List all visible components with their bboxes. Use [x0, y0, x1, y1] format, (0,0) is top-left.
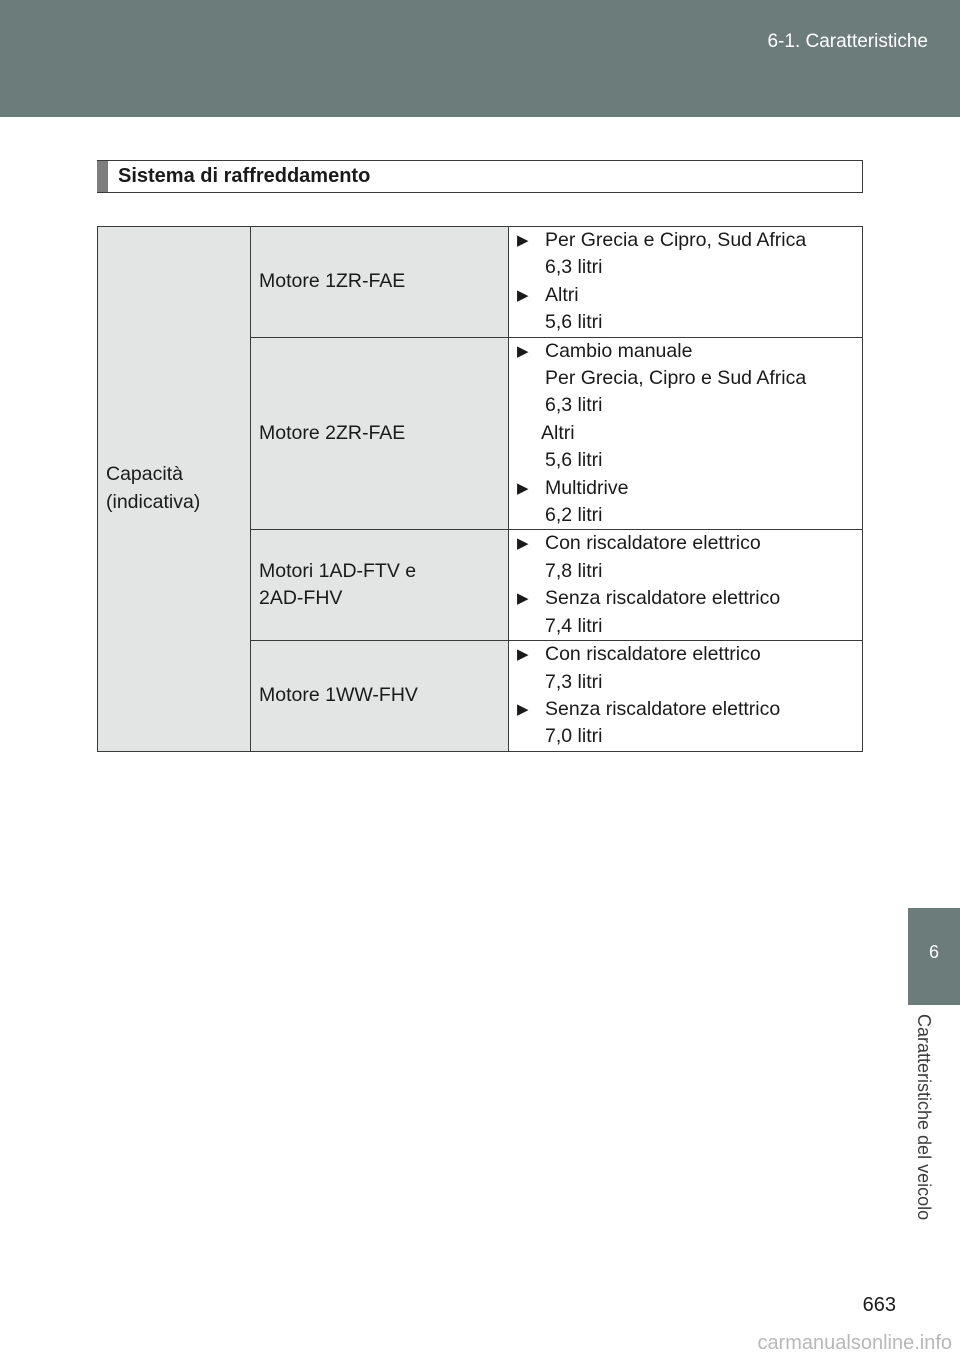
- triangle-bullet-icon: ▶: [517, 590, 529, 608]
- table-body: [98, 227, 863, 752]
- table-row: [98, 227, 863, 338]
- value-text: 7,8 litri: [545, 559, 603, 582]
- engine-cell: [251, 641, 509, 752]
- value-text: Senza riscaldatore elettrico: [545, 587, 781, 610]
- coolant-capacity-table: [97, 226, 863, 752]
- triangle-bullet-icon: ▶: [517, 479, 529, 497]
- chapter-side-label-wrap: [908, 1014, 960, 1258]
- capacity-values-cell: [509, 227, 863, 338]
- value-text: Multidrive: [545, 476, 629, 499]
- section-title: Sistema di raffreddamento: [118, 165, 371, 187]
- value-line: [517, 558, 854, 585]
- triangle-bullet-icon: ▶: [517, 342, 529, 360]
- value-text: Altri: [541, 421, 575, 444]
- value-text: 7,4 litri: [545, 614, 603, 637]
- engine-name: Motori 1AD-FTV e: [259, 559, 417, 582]
- chapter-number: 6: [928, 942, 939, 962]
- triangle-bullet-icon: ▶: [517, 286, 529, 304]
- engine-name: Motore 1ZR-FAE: [259, 270, 406, 293]
- engine-cell: [251, 530, 509, 641]
- value-text: Senza riscaldatore elettrico: [545, 697, 781, 720]
- engine-name: Motore 2ZR-FAE: [259, 421, 406, 444]
- capacity-values-cell: [509, 641, 863, 752]
- triangle-bullet-icon: ▶: [517, 535, 529, 553]
- value-line: [517, 365, 854, 392]
- bullet-item: [517, 585, 854, 612]
- value-text: 6,3 litri: [545, 256, 603, 279]
- value-text: 5,6 litri: [545, 449, 603, 472]
- value-line: [517, 723, 854, 750]
- value-line: [517, 669, 854, 696]
- triangle-bullet-icon: ▶: [517, 232, 529, 249]
- capacity-label-cell: [98, 227, 251, 752]
- value-line: [517, 420, 854, 447]
- triangle-bullet-icon: ▶: [517, 646, 529, 664]
- section-header: [97, 160, 863, 193]
- value-text: Per Grecia, Cipro e Sud Africa: [545, 367, 807, 390]
- capacity-values-cell: [509, 530, 863, 641]
- capacity-label-line: (indicativa): [106, 490, 201, 513]
- value-line: [517, 309, 854, 336]
- bullet-item: [517, 641, 854, 668]
- header-band: [0, 0, 960, 117]
- value-text: 7,3 litri: [545, 670, 603, 693]
- bullet-item: [517, 475, 854, 502]
- triangle-bullet-icon: ▶: [517, 700, 529, 718]
- engine-cell: [251, 227, 509, 338]
- value-line: [517, 254, 854, 281]
- capacity-values-cell: [509, 337, 863, 530]
- engine-name: 2AD-FHV: [259, 587, 343, 610]
- value-text: 6,3 litri: [545, 394, 603, 417]
- bullet-item: [517, 282, 854, 309]
- page-number: 663: [862, 1294, 896, 1316]
- value-text: 7,0 litri: [545, 725, 603, 748]
- capacity-label-line: Capacità: [106, 463, 183, 486]
- watermark: carmanualsonline.info: [757, 1332, 952, 1354]
- value-text: Per Grecia e Cipro, Sud Africa: [545, 229, 807, 251]
- value-text: 5,6 litri: [545, 311, 603, 334]
- value-text: Con riscaldatore elettrico: [545, 643, 761, 666]
- engine-name: Motore 1WW-FHV: [259, 684, 418, 707]
- value-text: Altri: [545, 283, 579, 306]
- section-header-bar: [97, 161, 108, 192]
- bullet-item: [517, 338, 854, 365]
- engine-cell: [251, 337, 509, 530]
- chapter-title: 6-1. Caratteristiche: [767, 31, 928, 52]
- bullet-item: [517, 696, 854, 723]
- value-text: Cambio manuale: [545, 339, 693, 362]
- chapter-tab: [908, 908, 960, 1005]
- value-line: [517, 613, 854, 640]
- bullet-item: [517, 227, 854, 254]
- value-line: [517, 392, 854, 419]
- bullet-item: [517, 530, 854, 557]
- chapter-side-label: Caratteristiche del veicolo: [914, 1014, 934, 1221]
- value-line: [517, 447, 854, 474]
- value-text: 6,2 litri: [545, 504, 603, 527]
- value-line: [517, 502, 854, 529]
- value-text: Con riscaldatore elettrico: [545, 532, 761, 555]
